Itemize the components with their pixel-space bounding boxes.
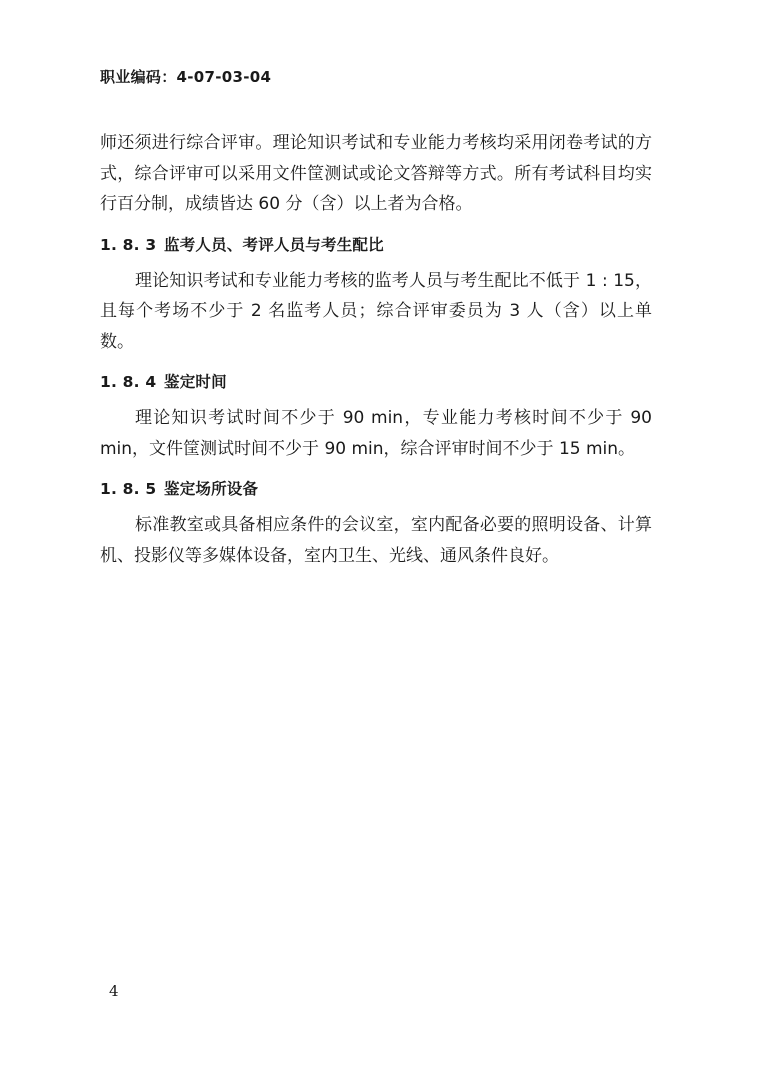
section-title: 鉴定场所设备 <box>164 480 259 498</box>
intro-paragraph: 师还须进行综合评审。理论知识考试和专业能力考核均采用闭卷考试的方式，综合评审可以采用文件筐测试或论文答辩等方式。所有考试科目均实行百分制，成绩皆达 60 分（含）以上者为合格。 <box>100 133 652 214</box>
section-number: 1. 8. 5 <box>100 480 157 498</box>
occupation-code-header: 职业编码：4-07-03-04 <box>100 68 272 86</box>
section-number: 1. 8. 4 <box>100 373 157 391</box>
section-paragraph-1-8-4: 理论知识考试时间不少于 90 min，专业能力考核时间不少于 90 min，文件筐测试时间不少于 90 min，综合评审时间不少于 15 min。 <box>100 408 652 459</box>
document-body <box>100 128 652 571</box>
section-number: 1. 8. 3 <box>100 235 157 254</box>
section-paragraph-1-8-5: 标准教室或具备相应条件的会议室，室内配备必要的照明设备、计算机、投影仪等多媒体设备，室内卫生、光线、通风条件良好。 <box>100 515 652 566</box>
section-title: 鉴定时间 <box>164 373 227 391</box>
page-number: 4 <box>109 982 119 1000</box>
section-paragraph-1-8-3: 理论知识考试和专业能力考核的监考人员与考生配比不低于 1 : 15，且每个考场不少于 2 名监考人员；综合评审委员为 3 人（含）以上单数。 <box>100 270 652 352</box>
section-heading-1-8-4 <box>100 367 652 397</box>
section-title: 监考人员、考评人员与考生配比 <box>164 235 384 254</box>
section-heading-1-8-3 <box>100 230 652 260</box>
section-heading-1-8-5 <box>100 474 652 504</box>
